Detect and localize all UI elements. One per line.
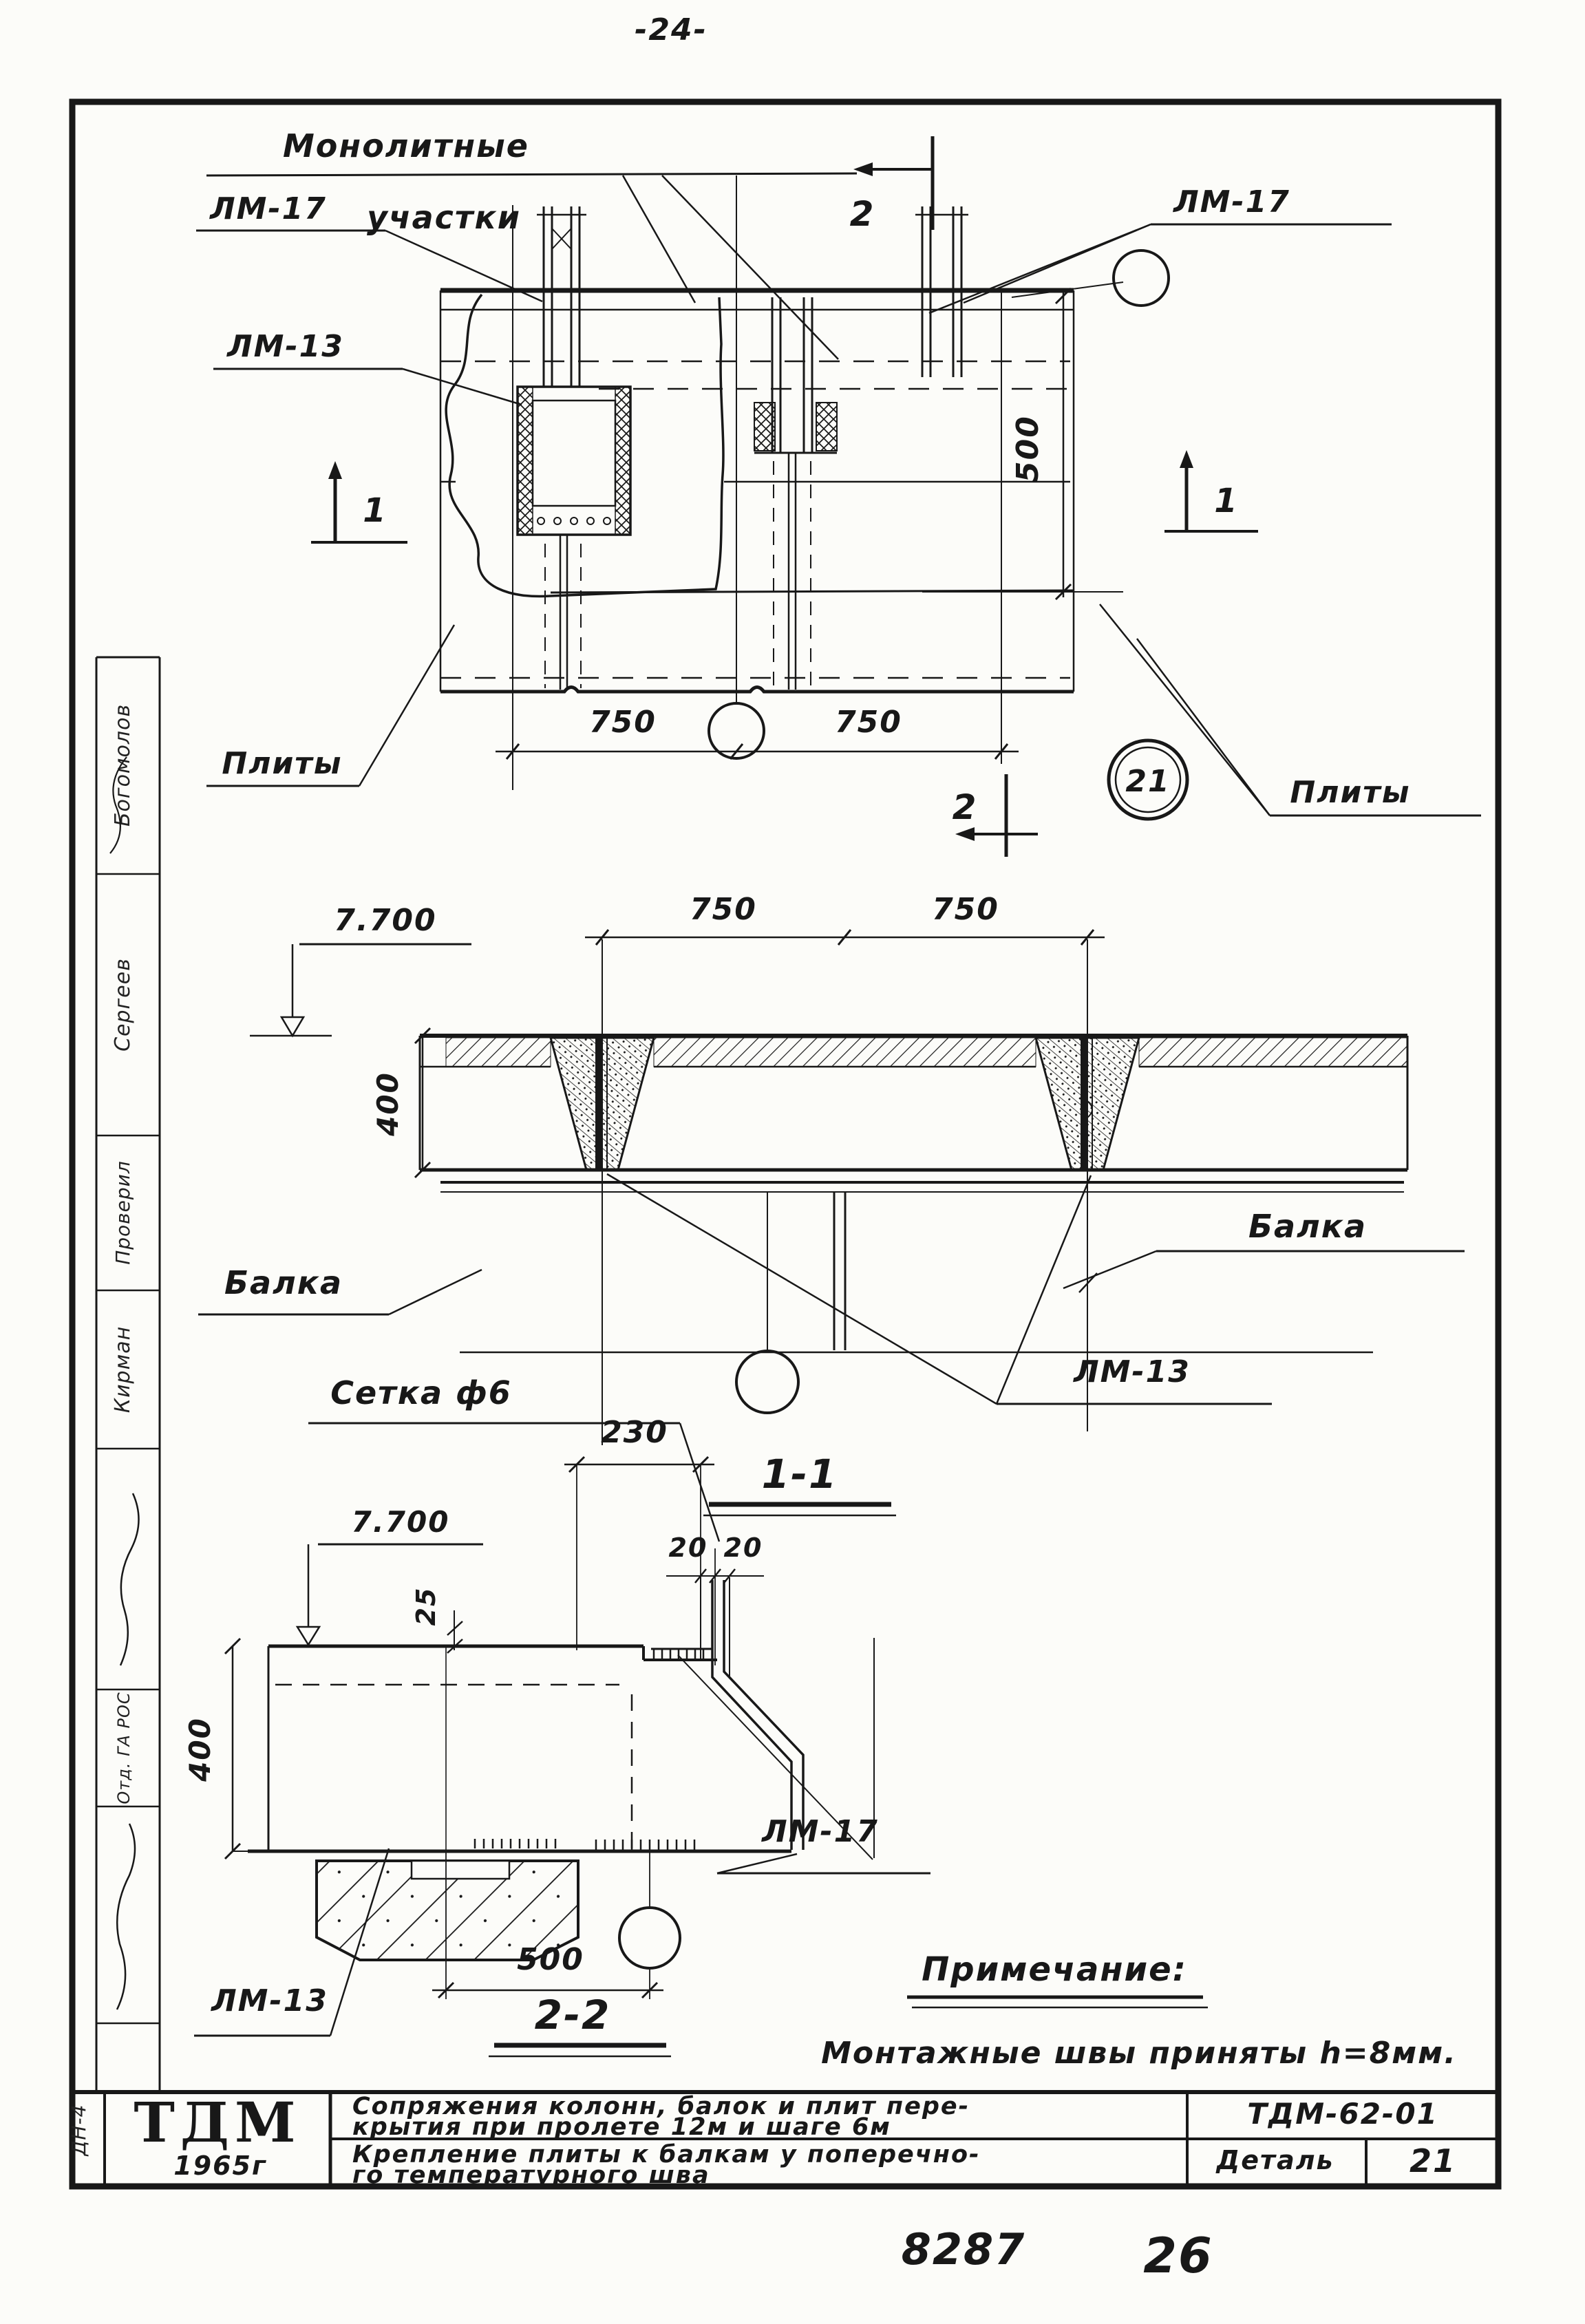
svg-text:2: 2 [849, 194, 875, 234]
section-marker-2-top [850, 136, 933, 234]
svg-text:2: 2 [952, 787, 978, 827]
signature-otdel: Отд. ГА РОС [114, 1692, 134, 1804]
section-marker-1-left [311, 461, 407, 542]
label-lm17-right: ЛМ-17 [1173, 184, 1290, 220]
label-plates-left [206, 625, 454, 786]
note-heading: Примечание: [922, 1950, 1187, 1989]
svg-text:750: 750 [835, 705, 902, 740]
label-beam-left [198, 1264, 482, 1314]
section-title-1-1 [703, 1451, 896, 1515]
svg-text:7.700: 7.700 [351, 1505, 450, 1539]
svg-text:2-2: 2-2 [534, 1992, 611, 2038]
reference-circle-detail [619, 1908, 680, 1968]
section-marker-2-bottom [953, 774, 1038, 857]
title1-line2: крытия при пролете 12м и шаге 6м [352, 2113, 891, 2141]
svg-text:Плиты: Плиты [1290, 775, 1411, 810]
title1-line1: Сопряжения колонн, балок и плит пере- [352, 2093, 970, 2120]
svg-text:500: 500 [1010, 415, 1045, 482]
svg-text:400: 400 [183, 1717, 217, 1782]
svg-text:20: 20 [723, 1533, 763, 1563]
org-year: 1965г [173, 2151, 267, 2181]
joint-left [551, 1038, 654, 1170]
svg-text:1: 1 [1214, 482, 1239, 520]
note-text: Монтажные швы приняты h=8мм. [821, 2036, 1457, 2071]
dim-750-section [585, 892, 1105, 945]
anchor-lm17-bars-left [537, 206, 586, 387]
svg-text:20: 20 [668, 1533, 708, 1563]
detail-number: 21 [1409, 2142, 1457, 2179]
svg-text:Балка: Балка [1248, 1208, 1368, 1245]
svg-text:1: 1 [363, 491, 387, 530]
label-lm13-section [607, 1174, 1272, 1404]
svg-text:7.700: 7.700 [334, 903, 437, 938]
section-marker-1-right [1164, 450, 1258, 531]
anchor-plates-right [754, 297, 837, 690]
reference-circle-section [736, 1351, 798, 1413]
anchor-lm13-channel [518, 387, 630, 690]
svg-text:230: 230 [601, 1415, 668, 1450]
elevation-7700-section [250, 903, 471, 1036]
label-lm17-detail [717, 1814, 930, 1873]
label-beam-right [1063, 1208, 1465, 1292]
footer-page: 26 [1143, 2228, 1213, 2284]
svg-text:750: 750 [690, 892, 757, 927]
mesh-teeth-bottom [596, 1840, 694, 1850]
signature-bogomolov: Богомолов [111, 703, 135, 827]
dim-400-detail [183, 1639, 272, 1859]
label-lm13-left: ЛМ-13 [227, 329, 344, 364]
page-number: -24- [635, 12, 708, 47]
dim-25 [411, 1587, 462, 1653]
svg-text:Балка: Балка [224, 1264, 343, 1301]
label-lm17-left: ЛМ-17 [210, 191, 327, 226]
signature-scribble [120, 1493, 139, 1665]
svg-text:21: 21 [1125, 764, 1171, 799]
detail-label: Деталь [1216, 2145, 1334, 2175]
title2-line1: Крепление плиты к балкам у поперечно- [352, 2141, 981, 2168]
section-1-1-view [198, 892, 1465, 1515]
note-block [821, 1950, 1457, 2071]
svg-text:ЛМ-17: ЛМ-17 [762, 1814, 879, 1849]
svg-text:500: 500 [517, 1942, 584, 1977]
doc-code: ТДМ-62-01 [1247, 2097, 1438, 2131]
joint-right [1036, 1038, 1139, 1170]
signature-kirman: Кирман [111, 1325, 135, 1414]
plan-view [196, 127, 1481, 857]
title2-line2: го температурного шва [352, 2162, 710, 2189]
org-logo: ТДМ [134, 2090, 301, 2155]
signature-scribble [117, 1824, 135, 2009]
svg-text:750: 750 [932, 892, 999, 927]
monolithic-patch-outline [446, 295, 723, 597]
signature-sergeev: Сергеев [111, 958, 135, 1052]
signature-dn4: ДН-4 [67, 2104, 90, 2156]
footer-doc-number: 8287 [901, 2224, 1026, 2274]
signature-column [67, 657, 160, 2157]
dim-400-section [371, 1028, 430, 1177]
svg-text:25: 25 [411, 1586, 441, 1626]
bent-plate-lm17 [678, 1548, 874, 1859]
label-monolithic-2: участки [367, 199, 521, 236]
title-block [72, 2090, 1498, 2189]
label-monolithic-1: Монолитные [283, 127, 529, 164]
reference-circle-top-right [1114, 250, 1169, 306]
signature-proveril: Проверил [111, 1160, 134, 1265]
svg-text:ЛМ-13: ЛМ-13 [1074, 1354, 1191, 1389]
section-title-2-2 [489, 1992, 671, 2056]
mesh-teeth-top [654, 1649, 703, 1659]
svg-text:Плиты: Плиты [222, 746, 343, 781]
svg-text:750: 750 [589, 705, 657, 740]
svg-text:400: 400 [371, 1072, 405, 1136]
footer-numbers [902, 2224, 1213, 2284]
svg-text:Сетка ф6: Сетка ф6 [330, 1374, 512, 1411]
detail-bubble-21 [1109, 740, 1187, 819]
elevation-7700-detail [268, 1505, 483, 1646]
svg-text:1-1: 1-1 [761, 1451, 838, 1497]
svg-text:ЛМ-13: ЛМ-13 [211, 1983, 328, 2018]
